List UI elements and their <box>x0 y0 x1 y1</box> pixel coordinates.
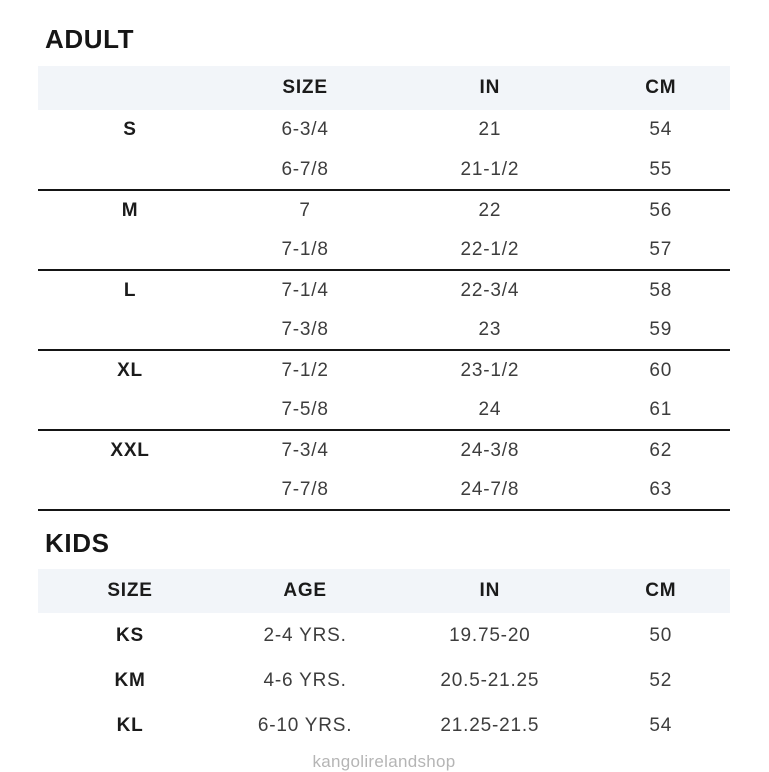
size-value: 6-3/4 <box>281 119 329 140</box>
cm-value: 61 <box>649 398 673 420</box>
adult-col-blank <box>38 66 222 110</box>
size-label: XL <box>117 359 143 381</box>
size-label: XXL <box>110 439 150 461</box>
size-label: L <box>123 279 137 301</box>
size-value: 7-1/2 <box>281 359 329 381</box>
size-label: KM <box>114 669 146 691</box>
size-value: 7-1/4 <box>281 279 329 301</box>
adult-size-table <box>38 66 730 511</box>
adult-group-xxl <box>38 430 730 510</box>
kids-header-row <box>38 569 730 613</box>
cm-value: 52 <box>649 669 673 691</box>
adult-table-header <box>38 66 730 110</box>
in-value: 22-1/2 <box>460 238 520 260</box>
size-value: 7 <box>299 199 311 221</box>
adult-header-row <box>38 66 730 110</box>
table-row <box>38 230 730 270</box>
size-value: 7-3/4 <box>281 439 329 461</box>
in-value: 22-3/4 <box>460 279 520 301</box>
size-label <box>38 390 222 430</box>
size-value: 7-7/8 <box>281 478 329 500</box>
table-row <box>38 613 730 658</box>
adult-group-xl <box>38 350 730 430</box>
size-label <box>38 470 222 510</box>
table-row <box>38 110 730 150</box>
kids-size-table <box>38 569 730 748</box>
table-row <box>38 470 730 510</box>
cm-value: 62 <box>649 439 673 461</box>
size-label: S <box>123 119 137 140</box>
in-value: 23-1/2 <box>460 359 520 381</box>
size-value: 7-3/8 <box>281 318 329 340</box>
table-row <box>38 703 730 748</box>
table-row <box>38 430 730 470</box>
kids-col-age: AGE <box>283 580 327 601</box>
table-row <box>38 150 730 190</box>
age-value: 2-4 YRS. <box>263 624 347 646</box>
cm-value: 56 <box>649 199 673 221</box>
size-label <box>38 230 222 270</box>
table-row <box>38 190 730 230</box>
size-value: 7-1/8 <box>281 238 329 260</box>
adult-col-in: IN <box>479 77 501 98</box>
in-value: 23 <box>478 318 502 340</box>
in-value: 19.75-20 <box>449 624 531 646</box>
adult-group-s <box>38 110 730 190</box>
cm-value: 54 <box>649 119 673 140</box>
cm-value: 57 <box>649 238 673 260</box>
in-value: 21 <box>478 119 502 140</box>
kids-col-cm: CM <box>645 580 677 601</box>
size-label: M <box>121 199 139 221</box>
table-row <box>38 390 730 430</box>
size-label: KS <box>116 624 145 646</box>
age-value: 6-10 YRS. <box>257 714 353 736</box>
in-value: 21.25-21.5 <box>440 714 540 736</box>
adult-col-size: SIZE <box>282 77 328 98</box>
size-value: 7-5/8 <box>281 398 329 420</box>
adult-section-title: ADULT <box>45 24 135 54</box>
size-label <box>38 310 222 350</box>
in-value: 24-7/8 <box>460 478 520 500</box>
cm-value: 58 <box>649 279 673 301</box>
kids-table-header <box>38 569 730 613</box>
in-value: 22 <box>478 199 502 221</box>
cm-value: 55 <box>649 158 673 180</box>
table-row <box>38 270 730 310</box>
in-value: 20.5-21.25 <box>440 669 540 691</box>
table-row <box>38 310 730 350</box>
in-value: 24 <box>478 398 502 420</box>
watermark-text: kangolirelandshop <box>312 752 456 771</box>
table-row <box>38 350 730 390</box>
kids-section-title: KIDS <box>45 528 110 558</box>
size-value: 6-7/8 <box>281 158 329 180</box>
cm-value: 60 <box>649 359 673 381</box>
in-value: 24-3/8 <box>460 439 520 461</box>
in-value: 21-1/2 <box>460 158 520 180</box>
age-value: 4-6 YRS. <box>263 669 347 691</box>
size-label <box>38 150 222 190</box>
cm-value: 50 <box>649 624 673 646</box>
adult-group-l <box>38 270 730 350</box>
adult-group-m <box>38 190 730 270</box>
adult-col-cm: CM <box>645 77 677 98</box>
kids-col-size: SIZE <box>107 580 153 601</box>
cm-value: 63 <box>649 478 673 500</box>
size-label: KL <box>116 714 144 736</box>
table-row <box>38 658 730 703</box>
cm-value: 54 <box>649 714 673 736</box>
kids-col-in: IN <box>479 580 501 601</box>
cm-value: 59 <box>649 318 673 340</box>
